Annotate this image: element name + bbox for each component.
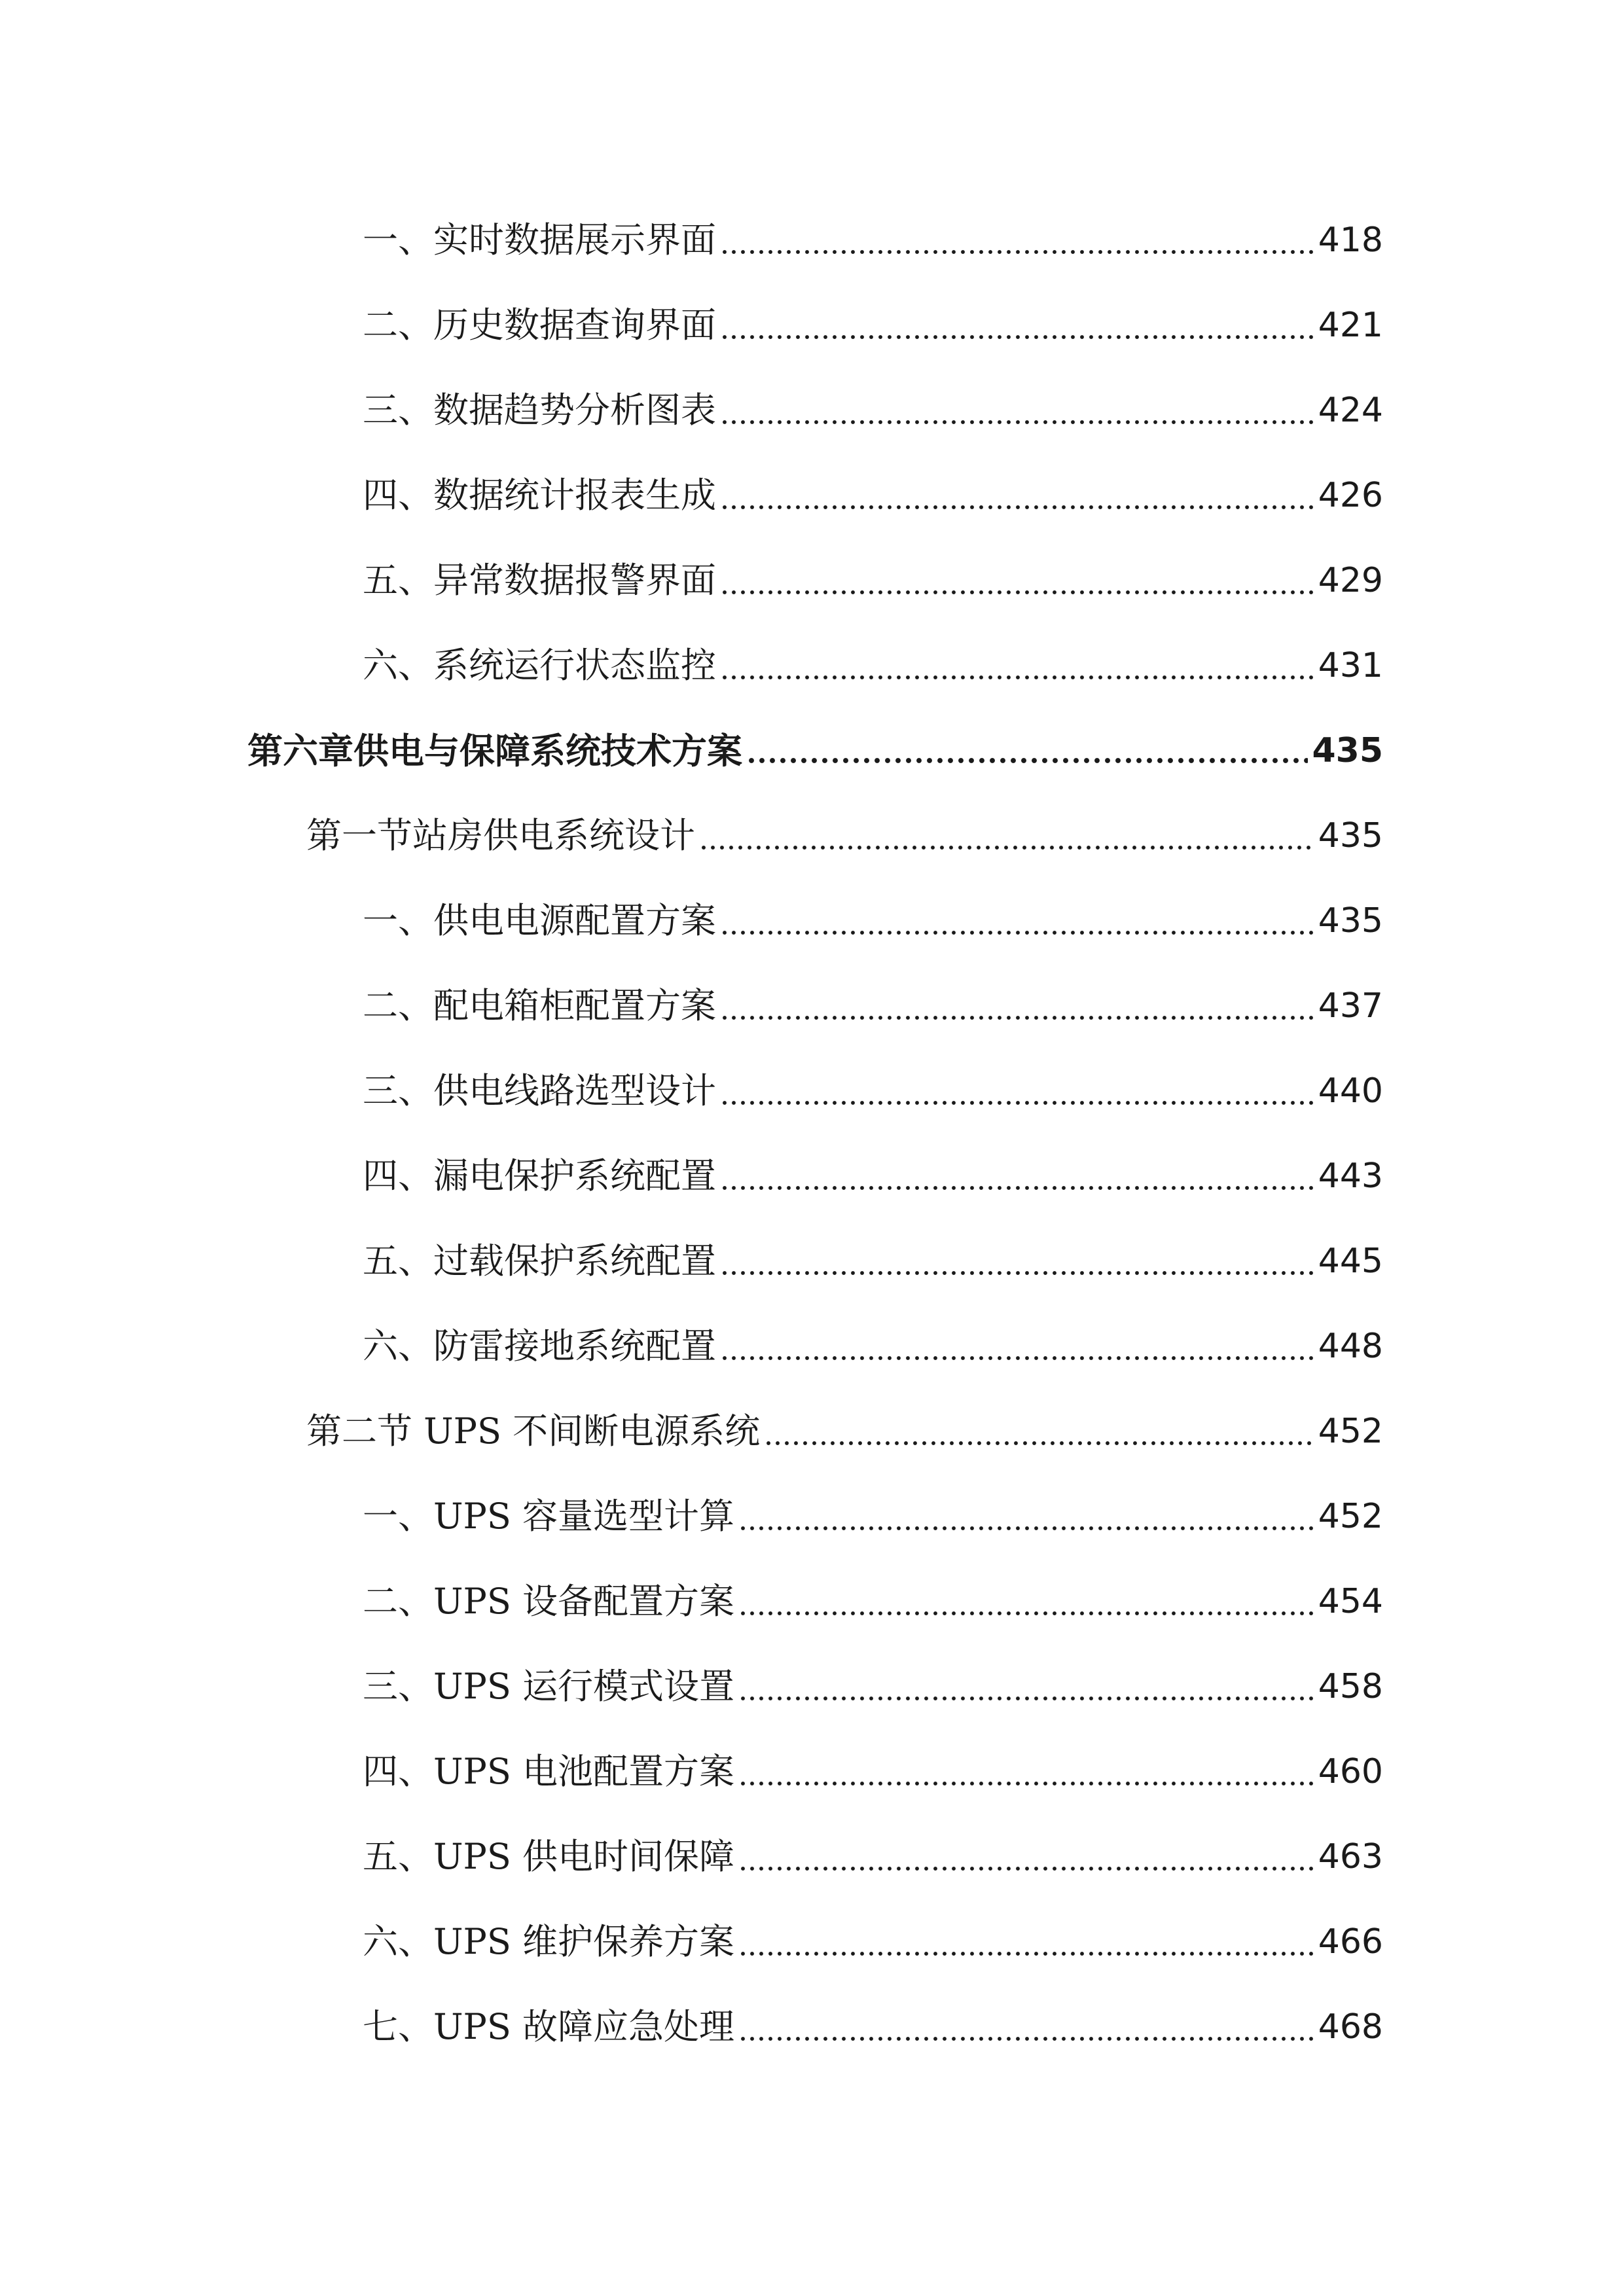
toc-entry-title: 一、实时数据展示界面 [363, 219, 716, 260]
toc-entry-title: 六、UPS 维护保养方案 [363, 1921, 735, 1962]
toc-entry[interactable] [363, 1314, 1383, 1379]
toc-entry[interactable] [363, 973, 1383, 1039]
toc-entry-title: 五、异常数据报警界面 [363, 560, 716, 601]
toc-entry-title: 第六章供电与保障系统技术方案 [247, 730, 742, 772]
toc-entry[interactable] [363, 1569, 1383, 1634]
toc-entry[interactable] [363, 888, 1383, 954]
toc-dot-leader [699, 818, 1314, 853]
toc-dot-leader [746, 733, 1308, 768]
toc-entry-title: 三、数据趋势分析图表 [363, 389, 716, 431]
toc-page-number: 458 [1318, 1667, 1383, 1706]
toc-dot-leader [720, 393, 1314, 428]
toc-entry[interactable] [363, 1909, 1383, 1975]
toc-dot-leader [720, 223, 1314, 258]
toc-page-number: 426 [1318, 476, 1383, 515]
toc-page-number: 448 [1318, 1327, 1383, 1366]
toc-dot-leader [720, 308, 1314, 343]
toc-page-number: 463 [1318, 1837, 1383, 1876]
toc-page-number: 454 [1318, 1582, 1383, 1621]
toc-entry-title: 五、过载保护系统配置 [363, 1240, 716, 1282]
toc-page-number: 435 [1318, 901, 1383, 941]
toc-page-number: 437 [1318, 986, 1383, 1026]
toc-dot-leader [738, 1924, 1314, 1960]
toc-entry-title: 二、UPS 设备配置方案 [363, 1581, 735, 1622]
toc-dot-leader [738, 1669, 1314, 1704]
toc-entry-title: 第二节 UPS 不间断电源系统 [306, 1410, 761, 1452]
toc-dot-leader [738, 2009, 1314, 2045]
toc-entry[interactable] [363, 378, 1383, 443]
toc-entry-title: 二、配电箱柜配置方案 [363, 985, 716, 1026]
toc-entry[interactable] [363, 293, 1383, 358]
toc-entry[interactable] [363, 1994, 1383, 2060]
toc-dot-leader [720, 1158, 1314, 1194]
toc-entry-title: 二、历史数据查询界面 [363, 304, 716, 346]
toc-page-number: 431 [1318, 646, 1383, 685]
toc-page-number: 460 [1318, 1752, 1383, 1791]
toc-page-number: 452 [1318, 1497, 1383, 1536]
toc-dot-leader [720, 988, 1314, 1024]
toc-entry-title: 三、UPS 运行模式设置 [363, 1666, 735, 1707]
toc-entry[interactable] [363, 548, 1383, 613]
toc-dot-leader [720, 563, 1314, 598]
toc-dot-leader [720, 903, 1314, 939]
toc-entry-title: 六、防雷接地系统配置 [363, 1325, 716, 1367]
toc-page-number: 435 [1318, 816, 1383, 855]
toc-entry[interactable] [363, 1058, 1383, 1124]
toc-entry[interactable] [363, 1484, 1383, 1549]
toc-dot-leader [738, 1839, 1314, 1874]
toc-entry[interactable] [363, 463, 1383, 528]
toc-entry[interactable] [363, 1654, 1383, 1719]
toc-page-number: 429 [1318, 561, 1383, 600]
toc-section-entry[interactable] [306, 803, 1383, 869]
toc-dot-leader [720, 1073, 1314, 1109]
toc-dot-leader [720, 1329, 1314, 1364]
toc-entry[interactable] [363, 1143, 1383, 1209]
toc-dot-leader [720, 648, 1314, 683]
toc-entry-title: 一、供电电源配置方案 [363, 900, 716, 941]
toc-entry-title: 四、数据统计报表生成 [363, 475, 716, 516]
toc-entry-title: 一、UPS 容量选型计算 [363, 1496, 735, 1537]
toc-entry-title: 四、漏电保护系统配置 [363, 1155, 716, 1196]
toc-entry[interactable] [363, 1739, 1383, 1804]
toc-chapter-entry[interactable] [247, 718, 1383, 783]
toc-dot-leader [720, 478, 1314, 513]
toc-entry-title: 第一节站房供电系统设计 [306, 815, 695, 856]
toc-section-entry[interactable] [306, 1399, 1383, 1464]
toc-entry[interactable] [363, 207, 1383, 273]
toc-dot-leader [738, 1499, 1314, 1534]
toc-page-number: 468 [1318, 2007, 1383, 2047]
toc-page-number: 466 [1318, 1922, 1383, 1962]
toc-entry-title: 六、系统运行状态监控 [363, 645, 716, 686]
toc-entry[interactable] [363, 1229, 1383, 1294]
toc-dot-leader [738, 1754, 1314, 1789]
toc-dot-leader [738, 1584, 1314, 1619]
toc-page-number: 445 [1318, 1242, 1383, 1281]
toc-entry-title: 三、供电线路选型设计 [363, 1070, 716, 1111]
toc-page-number: 418 [1318, 221, 1383, 260]
toc-page-number: 435 [1312, 731, 1383, 770]
toc-entry[interactable] [363, 1824, 1383, 1890]
toc-dot-leader [764, 1414, 1314, 1449]
toc-dot-leader [720, 1244, 1314, 1279]
toc-entry-title: 四、UPS 电池配置方案 [363, 1751, 735, 1792]
toc-page-number: 443 [1318, 1157, 1383, 1196]
toc-entry-title: 七、UPS 故障应急处理 [363, 2006, 735, 2047]
toc-page-number: 424 [1318, 391, 1383, 430]
toc-entry[interactable] [363, 633, 1383, 698]
toc-page-number: 452 [1318, 1412, 1383, 1451]
toc-page-number: 440 [1318, 1071, 1383, 1111]
toc-page-number: 421 [1318, 306, 1383, 345]
toc-entry-title: 五、UPS 供电时间保障 [363, 1836, 735, 1877]
